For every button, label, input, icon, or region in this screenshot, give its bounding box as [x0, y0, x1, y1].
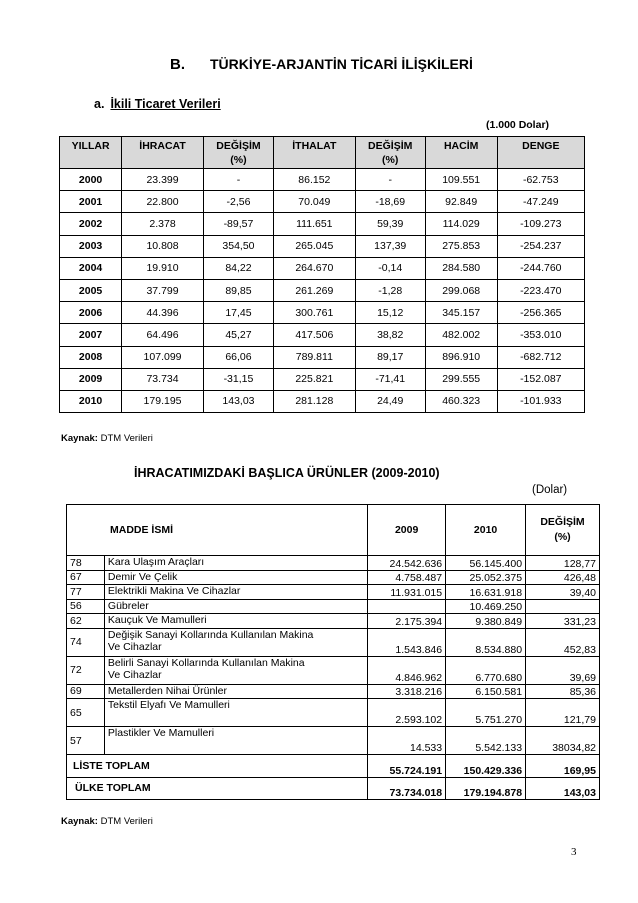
- table-cell: -152.087: [497, 368, 584, 390]
- product-row: [67, 556, 600, 571]
- product-row: [67, 599, 600, 614]
- product-name-line: Ve Cihazlar: [107, 668, 162, 681]
- value-2009: 2.593.102: [368, 699, 446, 727]
- table-cell: 284.580: [425, 257, 497, 279]
- subsection-title-text: İkili Ticaret Verileri: [110, 97, 221, 111]
- value-2010: 5.751.270: [446, 699, 526, 727]
- product-name-line: Tekstil Elyafı Ve Mamulleri: [107, 699, 230, 711]
- header-change: [526, 505, 600, 556]
- table-cell: 15,12: [355, 302, 425, 324]
- table-cell: -101.933: [497, 390, 584, 412]
- value-2009: 11.931.015: [368, 585, 446, 600]
- table-cell: 84,22: [203, 257, 273, 279]
- table-row: [60, 213, 585, 235]
- product-name: [104, 570, 367, 585]
- product-name-line: Metallerden Nihai Ürünler: [107, 684, 227, 697]
- product-name: [104, 727, 367, 755]
- products-unit-label: (Dolar): [532, 484, 568, 496]
- year-cell: 2001: [60, 191, 122, 213]
- source-text: DTM Verileri: [100, 816, 153, 827]
- year-cell: 2006: [60, 302, 122, 324]
- year-cell: 2002: [60, 213, 122, 235]
- table-cell: -1,28: [355, 279, 425, 301]
- table-cell: 2.378: [122, 213, 204, 235]
- product-name: [104, 614, 367, 629]
- total-2009: 55.724.191: [368, 755, 446, 778]
- table-row: [60, 191, 585, 213]
- product-code: 74: [67, 628, 105, 656]
- value-2010: 56.145.400: [446, 556, 526, 571]
- trade-header-line: DEĞİŞİM: [368, 140, 413, 152]
- trade-table: [59, 136, 585, 413]
- value-2009: 4.758.487: [368, 570, 446, 585]
- table-cell: -0,14: [355, 257, 425, 279]
- table-cell: 89,85: [203, 279, 273, 301]
- table-cell: -47.249: [497, 191, 584, 213]
- value-2010: 16.631.918: [446, 585, 526, 600]
- year-cell: 2000: [60, 169, 122, 191]
- total-label: ÜLKE TOPLAM: [67, 777, 368, 800]
- product-code: 62: [67, 614, 105, 629]
- value-2009: [368, 599, 446, 614]
- product-name-line: Kauçuk Ve Mamulleri: [107, 614, 207, 626]
- total-label: LİSTE TOPLAM: [67, 755, 368, 778]
- year-cell: 2010: [60, 390, 122, 412]
- table-cell: 23.399: [122, 169, 204, 191]
- total-row: [67, 755, 600, 778]
- table-cell: 345.157: [425, 302, 497, 324]
- table-cell: 482.002: [425, 324, 497, 346]
- product-name-line: Gübreler: [107, 599, 149, 612]
- value-2009: 14.533: [368, 727, 446, 755]
- change-percent: 331,23: [526, 614, 600, 629]
- table-cell: 354,50: [203, 235, 273, 257]
- product-code: 56: [67, 599, 105, 614]
- product-name-line: Elektrikli Makina Ve Cihazlar: [107, 585, 241, 597]
- total-2010: 150.429.336: [446, 755, 526, 778]
- table-row: [60, 390, 585, 412]
- table-cell: 111.651: [274, 213, 356, 235]
- table-cell: -256.365: [497, 302, 584, 324]
- products-table: [66, 504, 600, 800]
- header-change-line2: (%): [554, 531, 571, 543]
- table-cell: 281.128: [274, 390, 356, 412]
- product-row: [67, 684, 600, 699]
- table-cell: 107.099: [122, 346, 204, 368]
- product-name: [104, 556, 367, 571]
- table-cell: -109.273: [497, 213, 584, 235]
- table-cell: 64.496: [122, 324, 204, 346]
- table-row: [60, 368, 585, 390]
- table-cell: 300.761: [274, 302, 356, 324]
- product-row: [67, 628, 600, 656]
- table-row: [60, 279, 585, 301]
- change-percent: 128,77: [526, 556, 600, 571]
- source-text: DTM Verileri: [100, 433, 153, 444]
- product-name: [104, 585, 367, 600]
- product-row: [67, 699, 600, 727]
- product-name-line: Plastikler Ve Mamulleri: [107, 727, 215, 739]
- total-2009: 73.734.018: [368, 777, 446, 800]
- product-name-line: Değişik Sanayi Kollarında Kullanılan Makina: [107, 628, 314, 641]
- section-title-text: TÜRKİYE-ARJANTİN TİCARİ İLİŞKİLERİ: [210, 56, 473, 72]
- table-cell: -18,69: [355, 191, 425, 213]
- source-note: [61, 433, 153, 444]
- product-row: [67, 656, 600, 684]
- value-2010: 6.150.581: [446, 684, 526, 699]
- product-code: 65: [67, 699, 105, 727]
- trade-table-body: [60, 169, 585, 413]
- product-code: 78: [67, 556, 105, 571]
- table-cell: 17,45: [203, 302, 273, 324]
- table-cell: 896.910: [425, 346, 497, 368]
- source-label: Kaynak:: [61, 816, 98, 827]
- total-2010: 179.194.878: [446, 777, 526, 800]
- table-cell: 45,27: [203, 324, 273, 346]
- year-cell: 2003: [60, 235, 122, 257]
- table-cell: -62.753: [497, 169, 584, 191]
- table-cell: -682.712: [497, 346, 584, 368]
- year-cell: 2009: [60, 368, 122, 390]
- trade-header-line: DENGE: [522, 140, 560, 152]
- total-change: 143,03: [526, 777, 600, 800]
- table-cell: 261.269: [274, 279, 356, 301]
- year-cell: 2007: [60, 324, 122, 346]
- table-cell: 179.195: [122, 390, 204, 412]
- table-cell: 460.323: [425, 390, 497, 412]
- trade-header-cell: [203, 137, 273, 169]
- table-cell: 86.152: [274, 169, 356, 191]
- header-2010: 2010: [446, 505, 526, 556]
- products-title: İHRACATIMIZDAKİ BAŞLICA ÜRÜNLER (2009-2010): [134, 466, 440, 480]
- value-2010: 10.469.250: [446, 599, 526, 614]
- table-cell: -2,56: [203, 191, 273, 213]
- product-code: 69: [67, 684, 105, 699]
- table-cell: 19.910: [122, 257, 204, 279]
- product-name-line: Kara Ulaşım Araçları: [107, 556, 205, 568]
- trade-header-cell: [497, 137, 584, 169]
- product-code: 72: [67, 656, 105, 684]
- trade-header-cell: [355, 137, 425, 169]
- section-letter: B.: [170, 56, 185, 73]
- value-2009: 1.543.846: [368, 628, 446, 656]
- change-percent: 426,48: [526, 570, 600, 585]
- change-percent: 121,79: [526, 699, 600, 727]
- table-cell: 24,49: [355, 390, 425, 412]
- value-2010: 8.534.880: [446, 628, 526, 656]
- product-name: [104, 699, 367, 727]
- product-row: [67, 585, 600, 600]
- value-2009: 3.318.216: [368, 684, 446, 699]
- trade-unit-label: (1.000 Dolar): [486, 119, 550, 131]
- trade-header-cell: [60, 137, 122, 169]
- product-row: [67, 570, 600, 585]
- table-cell: -31,15: [203, 368, 273, 390]
- table-cell: 70.049: [274, 191, 356, 213]
- table-cell: -: [355, 169, 425, 191]
- change-percent: 452,83: [526, 628, 600, 656]
- value-2010: 9.380.849: [446, 614, 526, 629]
- value-2009: 4.846.962: [368, 656, 446, 684]
- trade-header-line: İTHALAT: [292, 140, 337, 152]
- subsection-title: [94, 97, 221, 111]
- product-name: [104, 628, 367, 656]
- product-name: [104, 656, 367, 684]
- year-cell: 2008: [60, 346, 122, 368]
- change-percent: [526, 599, 600, 614]
- table-cell: 299.068: [425, 279, 497, 301]
- table-cell: -: [203, 169, 273, 191]
- source-note-2: [61, 816, 153, 827]
- page-number: 3: [571, 846, 577, 858]
- product-name-line: Belirli Sanayi Kollarında Kullanılan Makina: [107, 656, 305, 669]
- year-cell: 2005: [60, 279, 122, 301]
- trade-header-line: HACİM: [443, 140, 479, 152]
- value-2010: 5.542.133: [446, 727, 526, 755]
- table-cell: 109.551: [425, 169, 497, 191]
- table-cell: 137,39: [355, 235, 425, 257]
- table-cell: 264.670: [274, 257, 356, 279]
- table-cell: 66,06: [203, 346, 273, 368]
- table-row: [60, 346, 585, 368]
- trade-header-cell: [122, 137, 204, 169]
- trade-table-header-row: [60, 137, 585, 169]
- table-cell: 10.808: [122, 235, 204, 257]
- table-cell: 299.555: [425, 368, 497, 390]
- table-cell: -244.760: [497, 257, 584, 279]
- table-cell: 225.821: [274, 368, 356, 390]
- table-cell: 73.734: [122, 368, 204, 390]
- table-cell: 89,17: [355, 346, 425, 368]
- table-row: [60, 324, 585, 346]
- change-percent: 38034,82: [526, 727, 600, 755]
- table-cell: 59,39: [355, 213, 425, 235]
- table-cell: 22.800: [122, 191, 204, 213]
- year-cell: 2004: [60, 257, 122, 279]
- product-code: 57: [67, 727, 105, 755]
- header-2009: 2009: [368, 505, 446, 556]
- table-row: [60, 302, 585, 324]
- table-cell: 417.506: [274, 324, 356, 346]
- table-cell: -254.237: [497, 235, 584, 257]
- trade-header-cell: [425, 137, 497, 169]
- table-cell: -353.010: [497, 324, 584, 346]
- product-code: 67: [67, 570, 105, 585]
- value-2009: 24.542.636: [368, 556, 446, 571]
- trade-header-line: YILLAR: [71, 140, 110, 152]
- change-percent: 85,36: [526, 684, 600, 699]
- product-name-line: Demir Ve Çelik: [107, 570, 178, 583]
- trade-header-line: DEĞİŞİM: [216, 140, 261, 152]
- products-header-row: [67, 505, 600, 556]
- trade-header-line: İHRACAT: [139, 140, 186, 152]
- table-cell: 114.029: [425, 213, 497, 235]
- value-2010: 6.770.680: [446, 656, 526, 684]
- table-cell: -71,41: [355, 368, 425, 390]
- table-cell: -223.470: [497, 279, 584, 301]
- table-cell: -89,57: [203, 213, 273, 235]
- table-cell: 265.045: [274, 235, 356, 257]
- product-name: [104, 684, 367, 699]
- trade-header-line: (%): [382, 154, 399, 166]
- table-row: [60, 257, 585, 279]
- subsection-letter: a.: [94, 97, 105, 111]
- section-title: [170, 56, 473, 73]
- trade-header-cell: [274, 137, 356, 169]
- table-cell: 789.811: [274, 346, 356, 368]
- product-name-line: Ve Cihazlar: [107, 640, 162, 653]
- total-row: [67, 777, 600, 800]
- table-cell: 143,03: [203, 390, 273, 412]
- value-2010: 25.052.375: [446, 570, 526, 585]
- change-percent: 39,40: [526, 585, 600, 600]
- table-cell: 38,82: [355, 324, 425, 346]
- table-row: [60, 235, 585, 257]
- change-percent: 39,69: [526, 656, 600, 684]
- product-row: [67, 614, 600, 629]
- total-change: 169,95: [526, 755, 600, 778]
- product-row: [67, 727, 600, 755]
- header-item-name: MADDE İSMİ: [67, 505, 368, 556]
- source-label: Kaynak:: [61, 433, 98, 444]
- products-table-body: [67, 556, 600, 800]
- table-cell: 92.849: [425, 191, 497, 213]
- value-2009: 2.175.394: [368, 614, 446, 629]
- product-name: [104, 599, 367, 614]
- table-cell: 37.799: [122, 279, 204, 301]
- trade-header-line: (%): [230, 154, 247, 166]
- product-code: 77: [67, 585, 105, 600]
- header-change-line1: DEĞİŞİM: [540, 516, 585, 528]
- table-row: [60, 169, 585, 191]
- table-cell: 275.853: [425, 235, 497, 257]
- table-cell: 44.396: [122, 302, 204, 324]
